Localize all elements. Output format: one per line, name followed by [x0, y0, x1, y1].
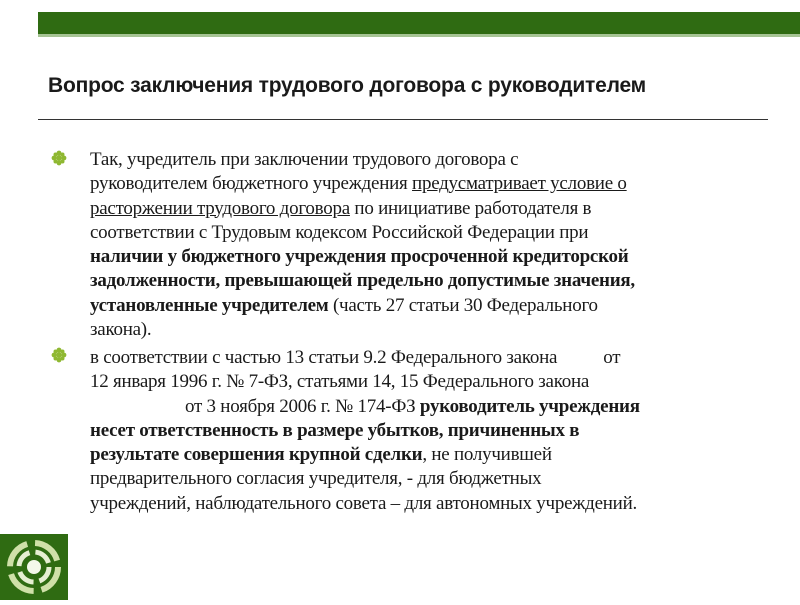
slide-title: Вопрос заключения трудового договора с руководителем	[48, 74, 646, 97]
line	[90, 318, 760, 342]
bullet-paragraph-2	[90, 346, 760, 516]
text: (часть 27 статьи 30 Федерального	[328, 294, 598, 316]
text: в соответствии с частью 13 статьи 9.2 Федерального закона	[90, 347, 558, 368]
line	[90, 221, 760, 245]
bold-text: несет ответственность в размере убытков, причиненных в	[90, 419, 580, 441]
line	[90, 172, 760, 196]
line	[90, 395, 760, 419]
bold-text: наличии у бюджетного учреждения просроченной кредиторской	[90, 246, 629, 268]
text: учреждений, наблюдательного совета – для автономных учреждений.	[90, 492, 638, 514]
flower-bullet-icon	[51, 347, 67, 363]
bold-text: установленные учредителем	[90, 294, 329, 316]
line	[90, 245, 760, 269]
underlined-text: предусматривает условие о	[412, 173, 627, 195]
bold-text: задолженности, превышающей предельно допустимые значения,	[90, 270, 635, 292]
header-bar-shadow	[38, 34, 800, 37]
bullet-paragraph-1	[90, 148, 760, 342]
logo	[0, 534, 68, 600]
line	[90, 370, 760, 394]
line	[90, 197, 760, 221]
text: по инициативе работодателя в	[349, 197, 592, 219]
text: Так, учредитель при заключении трудового договора с	[90, 149, 519, 170]
line	[90, 269, 760, 293]
text: предварительного согласия учредителя, - для бюджетных	[90, 468, 542, 490]
line	[90, 467, 760, 491]
line	[90, 443, 760, 467]
line	[90, 346, 760, 370]
text: соответствии с Трудовым кодексом Российской Федерации при	[90, 221, 589, 243]
underlined-text: расторжении трудового договора	[90, 197, 350, 219]
bold-text: результате совершения крупной сделки	[90, 444, 423, 466]
line	[90, 492, 760, 516]
line	[90, 294, 760, 318]
text: 12 января 1996 г. № 7-ФЗ, статьями 14, 15 Федерального закона	[90, 371, 590, 393]
line	[90, 148, 760, 172]
text: от	[603, 347, 621, 368]
text: , не получившей	[422, 444, 552, 466]
text: руководителем бюджетного учреждения	[90, 173, 413, 195]
bold-text: руководитель учреждения	[419, 395, 640, 417]
title-divider	[38, 119, 768, 120]
text: от 3 ноября 2006 г. № 174-ФЗ	[185, 395, 420, 417]
flower-bullet-icon	[51, 150, 67, 166]
swirl-logo-icon	[0, 534, 68, 600]
header-bar	[38, 12, 800, 34]
text: закона).	[90, 319, 152, 341]
line	[90, 419, 760, 443]
